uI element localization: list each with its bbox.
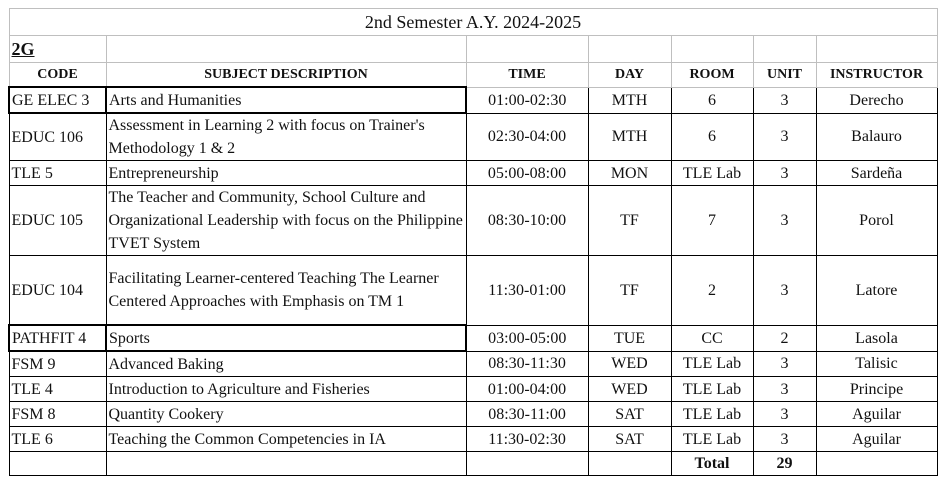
cell-time: 02:30-04:00	[466, 113, 588, 161]
cell-unit: 3	[753, 161, 816, 186]
cell-description: Sports	[106, 325, 466, 351]
cell-instructor: Balauro	[816, 113, 937, 161]
col-header-room: ROOM	[671, 63, 753, 88]
cell-day: WED	[588, 351, 671, 377]
cell-unit: 3	[753, 402, 816, 427]
cell-description: Assessment in Learning 2 with focus on Trainer's Methodology 1 & 2	[106, 113, 466, 161]
cell-unit: 3	[753, 87, 816, 113]
cell-day: TF	[588, 256, 671, 326]
cell-room: TLE Lab	[671, 351, 753, 377]
table-row	[9, 377, 937, 402]
cell-code: FSM 9	[9, 351, 106, 377]
cell-room: 6	[671, 113, 753, 161]
cell-time: 01:00-02:30	[466, 87, 588, 113]
cell-description: Teaching the Common Competencies in IA	[106, 427, 466, 452]
schedule-table	[8, 8, 938, 476]
cell-code: TLE 5	[9, 161, 106, 186]
table-row	[9, 427, 937, 452]
table-row	[9, 87, 937, 113]
col-header-code: CODE	[9, 63, 106, 88]
table-row	[9, 325, 937, 351]
table-row	[9, 256, 937, 326]
cell-room: TLE Lab	[671, 377, 753, 402]
cell-day: SAT	[588, 427, 671, 452]
cell-description: Introduction to Agriculture and Fisheries	[106, 377, 466, 402]
cell-instructor: Lasola	[816, 325, 937, 351]
section-label: 2G	[9, 36, 106, 63]
cell-description: Arts and Humanities	[106, 87, 466, 113]
cell-room: TLE Lab	[671, 402, 753, 427]
table-row	[9, 351, 937, 377]
cell-room: 2	[671, 256, 753, 326]
cell-instructor: Sardeña	[816, 161, 937, 186]
cell-description: Entrepreneurship	[106, 161, 466, 186]
col-header-time: TIME	[466, 63, 588, 88]
cell-room: 7	[671, 186, 753, 256]
cell-instructor: Aguilar	[816, 427, 937, 452]
cell-room: TLE Lab	[671, 161, 753, 186]
cut-off-title	[8, 0, 936, 8]
total-row	[9, 452, 937, 476]
cell-description: Advanced Baking	[106, 351, 466, 377]
cell-time: 08:30-11:30	[466, 351, 588, 377]
cell-description: Facilitating Learner-centered Teaching The Learner Centered Approaches with Emphasis on TM 1	[106, 256, 466, 326]
cell-code: EDUC 106	[9, 113, 106, 161]
col-header-instructor: INSTRUCTOR	[816, 63, 937, 88]
cell-unit: 3	[753, 113, 816, 161]
col-header-day: DAY	[588, 63, 671, 88]
table-row	[9, 161, 937, 186]
cell-instructor: Principe	[816, 377, 937, 402]
cell-day: TF	[588, 186, 671, 256]
cell-day: SAT	[588, 402, 671, 427]
cell-unit: 3	[753, 377, 816, 402]
cell-time: 11:30-02:30	[466, 427, 588, 452]
col-header-description: SUBJECT DESCRIPTION	[106, 63, 466, 88]
cell-instructor: Porol	[816, 186, 937, 256]
cell-instructor: Aguilar	[816, 402, 937, 427]
cell-day: TUE	[588, 325, 671, 351]
cell-time: 05:00-08:00	[466, 161, 588, 186]
cell-day: MTH	[588, 87, 671, 113]
cell-instructor: Latore	[816, 256, 937, 326]
cell-code: EDUC 105	[9, 186, 106, 256]
cell-room: TLE Lab	[671, 427, 753, 452]
cell-instructor: Talisic	[816, 351, 937, 377]
cell-description: Quantity Cookery	[106, 402, 466, 427]
cell-time: 08:30-11:00	[466, 402, 588, 427]
cell-code: PATHFIT 4	[9, 325, 106, 351]
total-label: Total	[671, 452, 753, 476]
cell-unit: 3	[753, 427, 816, 452]
cell-day: WED	[588, 377, 671, 402]
cell-unit: 3	[753, 351, 816, 377]
cell-description: The Teacher and Community, School Culture and Organizational Leadership with focus on the Philippine TVET System	[106, 186, 466, 256]
cell-time: 01:00-04:00	[466, 377, 588, 402]
cell-room: CC	[671, 325, 753, 351]
cell-time: 11:30-01:00	[466, 256, 588, 326]
cell-time: 08:30-10:00	[466, 186, 588, 256]
cell-code: FSM 8	[9, 402, 106, 427]
cell-time: 03:00-05:00	[466, 325, 588, 351]
cell-code: GE ELEC 3	[9, 87, 106, 113]
table-row	[9, 186, 937, 256]
cell-unit: 3	[753, 256, 816, 326]
table-row	[9, 113, 937, 161]
cell-instructor: Derecho	[816, 87, 937, 113]
cell-room: 6	[671, 87, 753, 113]
table-row	[9, 402, 937, 427]
semester-title: 2nd Semester A.Y. 2024-2025	[9, 9, 937, 36]
cell-code: TLE 4	[9, 377, 106, 402]
col-header-unit: UNIT	[753, 63, 816, 88]
cell-code: EDUC 104	[9, 256, 106, 326]
total-units: 29	[753, 452, 816, 476]
cell-unit: 2	[753, 325, 816, 351]
cell-day: MON	[588, 161, 671, 186]
cell-code: TLE 6	[9, 427, 106, 452]
cell-day: MTH	[588, 113, 671, 161]
cell-unit: 3	[753, 186, 816, 256]
